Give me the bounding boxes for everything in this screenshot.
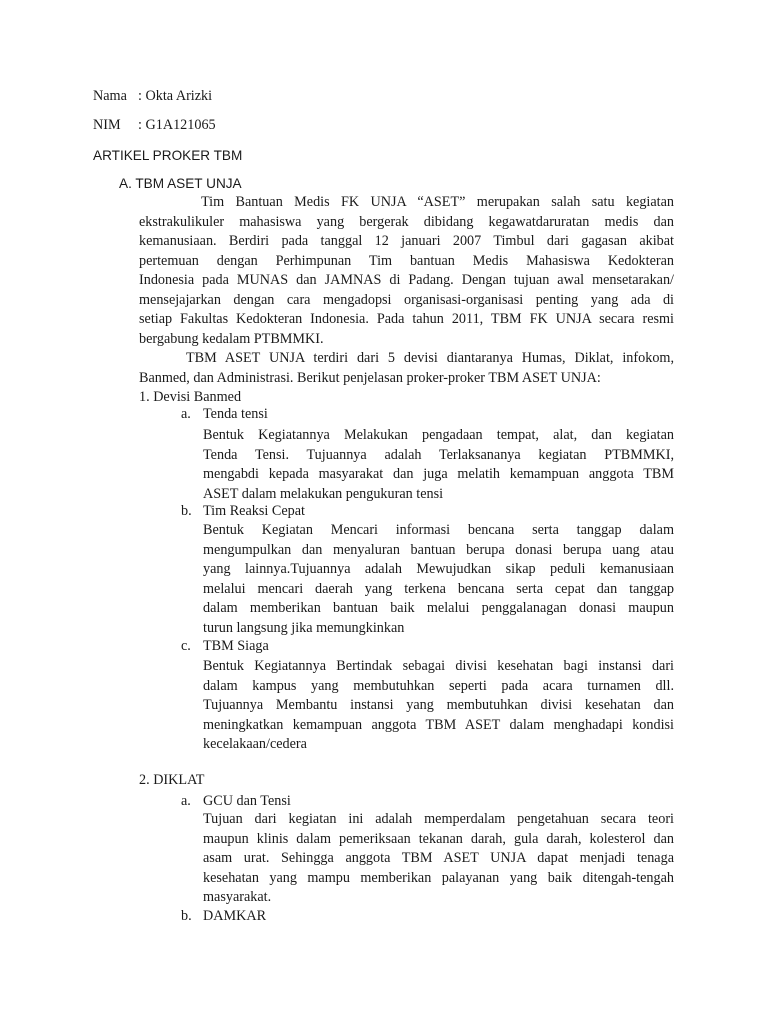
text-line: kecelakaan/cedera: [203, 736, 307, 752]
text-line: Bentuk Kegiatannya Bertindak sebagai divisi kesehatan bagi instansi dari: [203, 658, 674, 674]
text-line: kesehatan yang mampu memberikan palayanan yang baik ditengah-tengah: [203, 869, 674, 886]
text-line: maupun klinis dalam pemeriksaan tekanan darah, gula darah, kolesterol dan: [203, 830, 674, 847]
item-title-tbm-siaga: TBM Siaga: [203, 638, 269, 654]
nama-value: : Okta Arizki: [138, 88, 213, 104]
section-a-paragraph-1: [139, 193, 674, 349]
item-description: [203, 810, 674, 908]
nama-label: Nama: [93, 88, 127, 104]
item-title-tim-reaksi-cepat: Tim Reaksi Cepat: [203, 503, 305, 519]
text-line: mensejajarkan dengan cara mengadopsi organisasi-organisasi penting yang ada di: [139, 291, 674, 308]
text-line: Indonesia pada MUNAS dan JAMNAS di Padang. Dengan tujuan awal mensetarakan/: [139, 272, 674, 288]
text-line: Bentuk Kegiatan Mencari informasi bencana serta tanggap dalam: [203, 522, 674, 538]
text-line: yang lainnya.Tujuannya adalah Mewujudkan sikap peduli kemanusiaan: [203, 561, 674, 577]
text-line: pertemuan dengan Perhimpunan Tim bantuan Medis Mahasiswa Kedokteran: [139, 252, 674, 269]
item-title-damkar: DAMKAR: [203, 908, 267, 924]
section-a-heading: A. TBM ASET UNJA: [119, 176, 242, 191]
text-line: dalam memberikan bantuan baik melalui penggalanagan donasi maupun: [203, 600, 674, 616]
item-description: [203, 521, 674, 638]
text-line: Bentuk Kegiatannya Melakukan pengadaan tempat, alat, dan kegiatan: [203, 427, 674, 443]
text-line: Tujuan dari kegiatan ini adalah memperdalam pengetahuan secara teori: [203, 811, 674, 827]
item-description: [203, 657, 674, 755]
item-description: [203, 426, 674, 504]
item-marker: c.: [181, 638, 191, 654]
text-line: melalui mencari daerah yang terkena bencana serta cepat dan tanggap: [203, 580, 674, 597]
text-line: dalam kampus yang membutuhkan seperti pada acara turnamen dll.: [203, 677, 674, 694]
nim-value: : G1A121065: [138, 117, 216, 133]
text-line: ekstrakulikuler mahasiswa yang bergerak dibidang kegawatdaruratan medis dan: [139, 213, 674, 230]
item-marker: a.: [181, 793, 191, 809]
item-marker: b.: [181, 503, 192, 519]
text-line: TBM ASET UNJA terdiri dari 5 devisi diantaranya Humas, Diklat, infokom,: [186, 350, 674, 366]
text-line: mengumpulkan dan menyaluran bantuan berupa donasi berupa uang atau: [203, 541, 674, 558]
text-line: Tujuannya Membantu instansi yang membutuhkan divisi kesehatan dan: [203, 697, 674, 713]
text-line: masyarakat.: [203, 889, 272, 905]
divisi-diklat-heading: 2. DIKLAT: [139, 772, 205, 788]
text-line: bergabung kedalam PTBMMKI.: [139, 330, 324, 347]
nim-label: NIM: [93, 117, 121, 133]
item-title-gcu-dan-tensi: GCU dan Tensi: [203, 793, 291, 809]
text-line: Tim Bantuan Medis FK UNJA “ASET” merupakan salah satu kegiatan: [201, 194, 674, 210]
text-line: Tenda Tensi. Tujuannya adalah Terlaksananya kegiatan PTBMMKI,: [203, 446, 674, 463]
section-a-paragraph-2: [139, 349, 674, 388]
item-marker: a.: [181, 406, 191, 422]
text-line: Banmed, dan Administrasi. Berikut penjelasan proker-proker TBM ASET UNJA:: [139, 369, 601, 386]
text-line: meningkatkan kemampuan anggota TBM ASET dalam menghadapi kondisi: [203, 716, 674, 733]
divisi-banmed-heading: 1. Devisi Banmed: [139, 389, 242, 405]
text-line: setiap Fakultas Kedokteran Indonesia. Pada tahun 2011, TBM FK UNJA secara resmi: [139, 311, 674, 327]
document-title: ARTIKEL PROKER TBM: [93, 148, 243, 163]
text-line: ASET dalam melakukan pengukuran tensi: [203, 485, 444, 502]
text-line: kemanusiaan. Berdiri pada tanggal 12 januari 2007 Timbul dari gagasan akibat: [139, 233, 674, 249]
item-title-tenda-tensi: Tenda tensi: [203, 406, 268, 422]
text-line: mengabdi kepada masyarakat dan juga melatih kemampuan anggota TBM: [203, 466, 674, 482]
item-marker: b.: [181, 908, 192, 924]
text-line: asam urat. Sehingga anggota TBM ASET UNJA dapat menjadi tenaga: [203, 850, 674, 866]
text-line: turun langsung jika memungkinkan: [203, 619, 405, 636]
